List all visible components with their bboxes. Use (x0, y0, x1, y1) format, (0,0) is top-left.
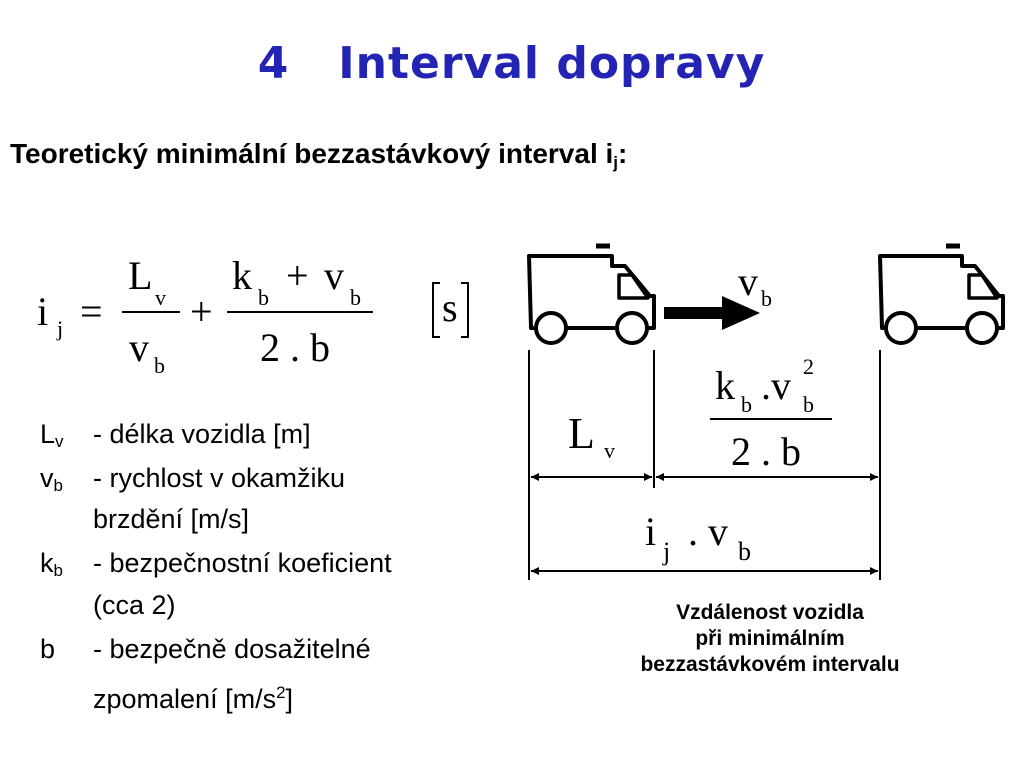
diagram-caption (600, 600, 940, 678)
fraction1-numerator-sub: v (155, 285, 166, 310)
legend-symbol-text: v (40, 463, 54, 493)
truck-left-icon (529, 246, 654, 343)
legend-symbol-text: k (40, 548, 54, 578)
legend-desc-vb-line1: - rychlost v okamžiku (93, 463, 346, 493)
legend-symbol-text: L (40, 419, 56, 449)
caption-line-1: Vzdálenost vozidla (676, 601, 864, 624)
braking-numerator-k: k (715, 363, 735, 408)
legend-desc-kb-line2: (cca 2) (93, 590, 176, 620)
fraction2-numerator-k: k (232, 253, 252, 298)
fraction2-numerator-plus: + (286, 253, 309, 298)
total-distance-i-sub: j (663, 537, 671, 566)
heading-colon: : (618, 138, 628, 169)
heading-subscript: j (613, 153, 619, 172)
segment-length-sub: v (604, 438, 615, 463)
legend-desc-lv: - délka vozidla [m] (93, 419, 311, 449)
caption-line-2: při minimálním (695, 627, 845, 650)
formula-plus: + (190, 289, 213, 334)
total-distance-rest: . v (688, 509, 728, 554)
fraction2-numerator-v: v (324, 253, 344, 298)
fraction2-denominator: 2 . b (260, 325, 330, 370)
legend-superscript: 2 (276, 683, 286, 702)
caption-line-3: bezzastávkovém intervalu (640, 653, 900, 676)
legend-symbol-sub: v (55, 432, 64, 451)
braking-denominator: 2 . b (731, 429, 801, 474)
arrow-label: v (738, 259, 758, 304)
fraction2-numerator-v-sub: b (350, 285, 361, 310)
segment-length-label: L (568, 409, 595, 458)
fraction1-denominator: v (129, 325, 149, 370)
braking-numerator-k-sub: b (741, 392, 752, 417)
formula-lhs: i (37, 289, 49, 334)
total-distance-i: i (645, 509, 657, 554)
total-distance-rest-sub: b (738, 537, 751, 566)
legend-text-end: ] (285, 684, 294, 714)
unit-symbol: s (442, 285, 458, 330)
braking-numerator-v-sub: b (803, 392, 814, 417)
fraction2-numerator-k-sub: b (258, 285, 269, 310)
braking-numerator-v-sup: 2 (803, 354, 814, 379)
fraction1-denominator-sub: b (154, 353, 165, 378)
arrow-label-sub: b (761, 286, 772, 311)
legend-desc-vb-line2: brzdění [m/s] (93, 504, 250, 534)
formula-lhs-sub: j (57, 316, 64, 341)
legend-text: zpomalení [m/s (93, 684, 277, 714)
heading-text: Teoretický minimální bezzastávkový interval i (10, 138, 614, 169)
legend-symbol-b: b (40, 634, 56, 664)
braking-numerator-v: .v (761, 363, 791, 408)
page-title: 4 Interval dopravy (257, 38, 766, 89)
legend-symbol-sub: b (53, 476, 63, 495)
formula-equals: = (80, 289, 103, 334)
diagram-fraction-bar (710, 418, 832, 420)
truck-right-icon (880, 246, 1003, 343)
fraction1-numerator: L (128, 253, 153, 298)
legend-symbol-sub: b (53, 561, 63, 580)
legend-desc-kb-line1: - bezpečnostní koeficient (93, 548, 392, 578)
legend-desc-b-line1: - bezpečně dosažitelné (93, 634, 371, 664)
